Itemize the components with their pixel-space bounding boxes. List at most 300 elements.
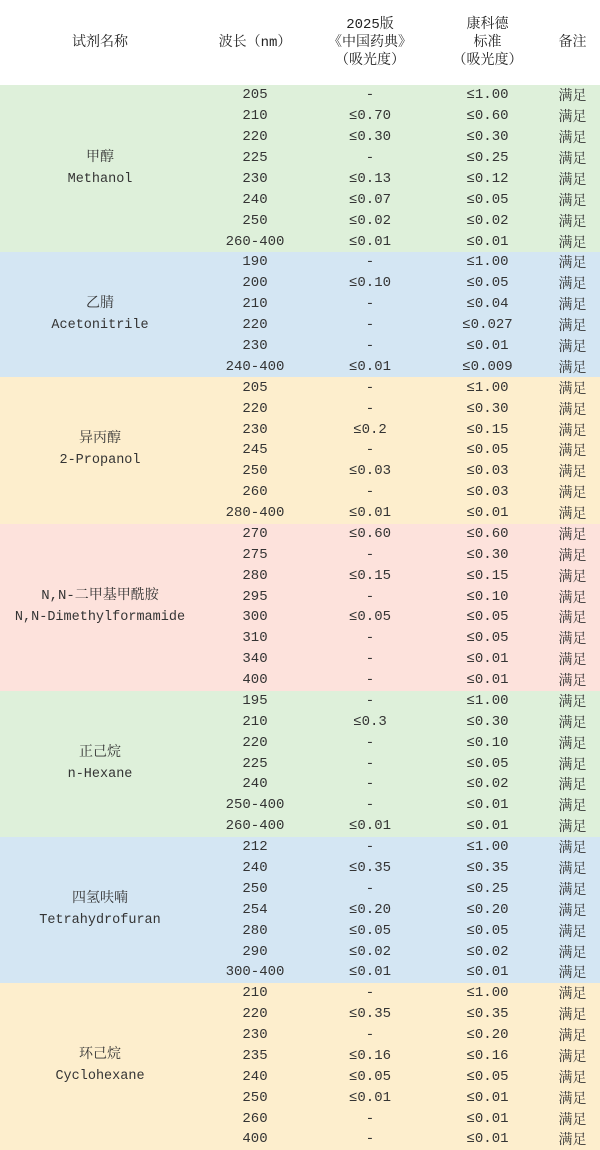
section-rows xyxy=(200,837,600,983)
wavelength-cell: 240 xyxy=(242,1068,268,1085)
section-rows xyxy=(200,983,600,1150)
concord-cell: ≤0.25 xyxy=(466,880,509,897)
concord-cell: ≤0.12 xyxy=(466,170,509,187)
header-cell-pharmacopoeia-line: 《中国药典》 xyxy=(328,34,412,51)
remark-cell: 满足 xyxy=(558,298,587,315)
wavelength-cell: 220 xyxy=(242,1006,268,1023)
table-row xyxy=(200,586,600,607)
table-row xyxy=(200,273,600,294)
table-row xyxy=(200,106,600,127)
table-row xyxy=(200,294,600,315)
remark-cell: 满足 xyxy=(558,674,587,691)
remark-cell: 满足 xyxy=(558,193,587,210)
wavelength-cell: 260 xyxy=(242,1110,268,1127)
remark-cell: 满足 xyxy=(558,214,587,231)
section-acetonitrile xyxy=(0,252,600,377)
wavelength-cell: 220 xyxy=(242,129,268,146)
reagent-name-cell xyxy=(0,691,200,837)
remark-cell: 满足 xyxy=(558,653,587,670)
section-n,n-dimethylformamide xyxy=(0,524,600,691)
pharmacopoeia-cell: - xyxy=(365,755,375,772)
concord-cell: ≤0.027 xyxy=(462,317,513,334)
concord-cell: ≤0.05 xyxy=(466,1068,509,1085)
wavelength-cell: 205 xyxy=(242,87,268,104)
concord-cell: ≤0.01 xyxy=(466,1131,509,1148)
wavelength-cell: 200 xyxy=(242,275,268,292)
concord-cell: ≤0.25 xyxy=(466,150,509,167)
remark-cell: 满足 xyxy=(558,402,587,419)
table-row xyxy=(200,1004,600,1025)
wavelength-cell: 260-400 xyxy=(225,233,285,250)
reagent-name-zh: 正己烷 xyxy=(79,744,121,761)
remark-cell: 满足 xyxy=(558,444,587,461)
pharmacopoeia-cell: - xyxy=(365,442,375,459)
pharmacopoeia-cell: ≤0.01 xyxy=(348,964,391,981)
table-row xyxy=(200,649,600,670)
pharmacopoeia-cell: ≤0.16 xyxy=(348,1047,391,1064)
reagent-name-zh: 异丙醇 xyxy=(79,431,121,448)
wavelength-cell: 220 xyxy=(242,734,268,751)
pharmacopoeia-cell: ≤0.35 xyxy=(348,1006,391,1023)
concord-cell: ≤1.00 xyxy=(466,985,509,1002)
wavelength-cell: 240 xyxy=(242,860,268,877)
remark-cell: 满足 xyxy=(558,778,587,795)
header-cell-concord-line: 康科德 xyxy=(466,16,509,33)
wavelength-cell: 260 xyxy=(242,484,268,501)
remark-cell: 满足 xyxy=(558,882,587,899)
pharmacopoeia-cell: ≤0.03 xyxy=(348,463,391,480)
header-cell-wavelength xyxy=(200,34,310,52)
wavelength-cell: 270 xyxy=(242,525,268,542)
reagent-name-en: n-Hexane xyxy=(67,766,133,782)
pharmacopoeia-cell: ≤0.35 xyxy=(348,860,391,877)
pharmacopoeia-cell: - xyxy=(365,1131,375,1148)
wavelength-cell: 210 xyxy=(242,296,268,313)
pharmacopoeia-cell: ≤0.01 xyxy=(348,505,391,522)
pharmacopoeia-cell: - xyxy=(365,296,375,313)
reagent-name-cell xyxy=(0,377,200,523)
concord-cell: ≤0.60 xyxy=(466,108,509,125)
wavelength-cell: 230 xyxy=(242,421,268,438)
remark-cell: 满足 xyxy=(558,945,587,962)
wavelength-cell: 190 xyxy=(242,254,268,271)
wavelength-cell: 300-400 xyxy=(225,964,285,981)
concord-cell: ≤0.20 xyxy=(466,1027,509,1044)
pharmacopoeia-cell: - xyxy=(365,692,375,709)
table-row xyxy=(200,983,600,1004)
concord-cell: ≤0.30 xyxy=(466,129,509,146)
remark-cell: 满足 xyxy=(558,360,587,377)
concord-cell: ≤0.10 xyxy=(466,734,509,751)
concord-cell: ≤0.30 xyxy=(466,713,509,730)
wavelength-cell: 245 xyxy=(242,442,268,459)
wavelength-cell: 205 xyxy=(242,379,268,396)
concord-cell: ≤0.05 xyxy=(466,755,509,772)
header-cell-remark-line: 备注 xyxy=(558,34,587,51)
remark-cell: 满足 xyxy=(558,235,587,252)
table-row xyxy=(200,837,600,858)
header-cell-reagent-name-line: 试剂名称 xyxy=(72,34,128,51)
wavelength-cell: 280 xyxy=(242,567,268,584)
concord-cell: ≤0.01 xyxy=(466,672,509,689)
remark-cell: 满足 xyxy=(558,611,587,628)
reagent-name-en: Tetrahydrofuran xyxy=(39,912,161,928)
section-tetrahydrofuran xyxy=(0,837,600,983)
table-row xyxy=(200,503,600,524)
remark-cell: 满足 xyxy=(558,172,587,189)
concord-cell: ≤1.00 xyxy=(466,839,509,856)
concord-cell: ≤0.01 xyxy=(466,964,509,981)
remark-cell: 满足 xyxy=(558,715,587,732)
pharmacopoeia-cell: - xyxy=(365,87,375,104)
remark-cell: 满足 xyxy=(558,736,587,753)
pharmacopoeia-cell: - xyxy=(365,797,375,814)
header-cell-concord-line: 标准 xyxy=(473,34,502,51)
table-row xyxy=(200,85,600,106)
wavelength-cell: 230 xyxy=(242,337,268,354)
pharmacopoeia-cell: ≤0.05 xyxy=(348,609,391,626)
wavelength-cell: 280-400 xyxy=(225,505,285,522)
pharmacopoeia-cell: - xyxy=(365,839,375,856)
remark-cell: 满足 xyxy=(558,924,587,941)
reagent-name-cell xyxy=(0,252,200,377)
concord-cell: ≤0.02 xyxy=(466,212,509,229)
pharmacopoeia-cell: ≤0.05 xyxy=(348,922,391,939)
wavelength-cell: 400 xyxy=(242,1131,268,1148)
remark-cell: 满足 xyxy=(558,799,587,816)
concord-cell: ≤0.05 xyxy=(466,191,509,208)
concord-cell: ≤0.05 xyxy=(466,630,509,647)
header-cell-pharmacopoeia-line: （吸光度） xyxy=(335,52,405,69)
remark-cell: 满足 xyxy=(558,110,587,127)
remark-cell: 满足 xyxy=(558,256,587,273)
wavelength-cell: 295 xyxy=(242,588,268,605)
section-n-hexane xyxy=(0,691,600,837)
remark-cell: 满足 xyxy=(558,548,587,565)
pharmacopoeia-cell: - xyxy=(365,379,375,396)
pharmacopoeia-cell: ≤0.20 xyxy=(348,901,391,918)
remark-cell: 满足 xyxy=(558,486,587,503)
concord-cell: ≤1.00 xyxy=(466,87,509,104)
concord-cell: ≤0.01 xyxy=(466,797,509,814)
concord-cell: ≤0.30 xyxy=(466,546,509,563)
wavelength-cell: 250 xyxy=(242,212,268,229)
wavelength-cell: 240-400 xyxy=(225,358,285,375)
remark-cell: 满足 xyxy=(558,277,587,294)
remark-cell: 满足 xyxy=(558,569,587,586)
pharmacopoeia-cell: - xyxy=(365,651,375,668)
wavelength-cell: 400 xyxy=(242,672,268,689)
table-row xyxy=(200,1087,600,1108)
remark-cell: 满足 xyxy=(558,590,587,607)
table-body xyxy=(0,85,600,1150)
table-row xyxy=(200,858,600,879)
table-row xyxy=(200,941,600,962)
pharmacopoeia-cell: ≤0.2 xyxy=(353,421,387,438)
table-row xyxy=(200,356,600,377)
reagent-name-en: Cyclohexane xyxy=(55,1069,145,1085)
wavelength-cell: 260-400 xyxy=(225,818,285,835)
remark-cell: 满足 xyxy=(558,862,587,879)
remark-cell: 满足 xyxy=(558,966,587,983)
remark-cell: 满足 xyxy=(558,381,587,398)
concord-cell: ≤0.15 xyxy=(466,421,509,438)
header-cell-concord xyxy=(430,16,545,70)
pharmacopoeia-cell: ≤0.10 xyxy=(348,275,391,292)
pharmacopoeia-cell: - xyxy=(365,1027,375,1044)
table-row xyxy=(200,878,600,899)
table-row xyxy=(200,691,600,712)
concord-cell: ≤0.60 xyxy=(466,525,509,542)
concord-cell: ≤0.05 xyxy=(466,442,509,459)
pharmacopoeia-cell: ≤0.05 xyxy=(348,1068,391,1085)
wavelength-cell: 254 xyxy=(242,901,268,918)
concord-cell: ≤1.00 xyxy=(466,692,509,709)
concord-cell: ≤0.05 xyxy=(466,609,509,626)
reagent-name-cell xyxy=(0,524,200,691)
remark-cell: 满足 xyxy=(558,1133,587,1150)
concord-cell: ≤0.16 xyxy=(466,1047,509,1064)
table-row xyxy=(200,628,600,649)
pharmacopoeia-cell: ≤0.01 xyxy=(348,358,391,375)
table-row xyxy=(200,377,600,398)
wavelength-cell: 225 xyxy=(242,150,268,167)
concord-cell: ≤0.03 xyxy=(466,463,509,480)
pharmacopoeia-cell: - xyxy=(365,985,375,1002)
concord-cell: ≤0.02 xyxy=(466,943,509,960)
reagent-name-zh: 甲醇 xyxy=(86,149,114,166)
reagent-name-cell xyxy=(0,983,200,1150)
pharmacopoeia-cell: - xyxy=(365,734,375,751)
reagent-name-zh: 乙腈 xyxy=(86,295,114,312)
table-row xyxy=(200,169,600,190)
remark-cell: 满足 xyxy=(558,820,587,837)
wavelength-cell: 275 xyxy=(242,546,268,563)
reagent-name-cell xyxy=(0,85,200,252)
pharmacopoeia-cell: ≤0.13 xyxy=(348,170,391,187)
remark-cell: 满足 xyxy=(558,1091,587,1108)
wavelength-cell: 195 xyxy=(242,692,268,709)
pharmacopoeia-cell: ≤0.70 xyxy=(348,108,391,125)
table-header xyxy=(0,0,600,85)
pharmacopoeia-cell: ≤0.07 xyxy=(348,191,391,208)
remark-cell: 满足 xyxy=(558,319,587,336)
table-row xyxy=(200,795,600,816)
remark-cell: 满足 xyxy=(558,1008,587,1025)
concord-cell: ≤0.02 xyxy=(466,776,509,793)
reagent-name-en: 2-Propanol xyxy=(59,453,141,469)
wavelength-cell: 220 xyxy=(242,317,268,334)
reagent-name-en: Acetonitrile xyxy=(51,317,149,333)
table-row xyxy=(200,962,600,983)
table-row xyxy=(200,231,600,252)
table-row xyxy=(200,753,600,774)
remark-cell: 满足 xyxy=(558,1112,587,1129)
pharmacopoeia-cell: ≤0.30 xyxy=(348,129,391,146)
reagent-name-en: N,N-Dimethylformamide xyxy=(14,610,186,626)
pharmacopoeia-cell: ≤0.02 xyxy=(348,943,391,960)
table-row xyxy=(200,252,600,273)
wavelength-cell: 340 xyxy=(242,651,268,668)
remark-cell: 满足 xyxy=(558,841,587,858)
reagent-name-zh: 环己烷 xyxy=(79,1047,121,1064)
reagent-name-cell xyxy=(0,837,200,983)
table-row xyxy=(200,1129,600,1150)
concord-cell: ≤0.01 xyxy=(466,505,509,522)
table-row xyxy=(200,1066,600,1087)
wavelength-cell: 240 xyxy=(242,776,268,793)
concord-cell: ≤0.05 xyxy=(466,275,509,292)
remark-cell: 满足 xyxy=(558,527,587,544)
table-row xyxy=(200,127,600,148)
remark-cell: 满足 xyxy=(558,694,587,711)
pharmacopoeia-cell: - xyxy=(365,1110,375,1127)
table-row xyxy=(200,565,600,586)
table-row xyxy=(200,920,600,941)
concord-cell: ≤0.15 xyxy=(466,567,509,584)
header-cell-pharmacopoeia xyxy=(310,16,430,70)
section-rows xyxy=(200,524,600,691)
pharmacopoeia-cell: - xyxy=(365,317,375,334)
header-cell-remark xyxy=(545,34,600,52)
concord-cell: ≤0.20 xyxy=(466,901,509,918)
remark-cell: 满足 xyxy=(558,423,587,440)
remark-cell: 满足 xyxy=(558,1049,587,1066)
section-rows xyxy=(200,691,600,837)
concord-cell: ≤0.01 xyxy=(466,1089,509,1106)
table-row xyxy=(200,1025,600,1046)
pharmacopoeia-cell: ≤0.60 xyxy=(348,525,391,542)
concord-cell: ≤0.35 xyxy=(466,860,509,877)
table-row xyxy=(200,1108,600,1129)
remark-cell: 满足 xyxy=(558,632,587,649)
wavelength-cell: 235 xyxy=(242,1047,268,1064)
wavelength-cell: 220 xyxy=(242,400,268,417)
table-row xyxy=(200,148,600,169)
table-row xyxy=(200,774,600,795)
concord-cell: ≤0.01 xyxy=(466,651,509,668)
table-row xyxy=(200,732,600,753)
pharmacopoeia-cell: - xyxy=(365,630,375,647)
section-rows xyxy=(200,252,600,377)
pharmacopoeia-cell: ≤0.01 xyxy=(348,818,391,835)
wavelength-cell: 290 xyxy=(242,943,268,960)
pharmacopoeia-cell: - xyxy=(365,150,375,167)
table-row xyxy=(200,607,600,628)
section-cyclohexane xyxy=(0,983,600,1150)
wavelength-cell: 210 xyxy=(242,713,268,730)
pharmacopoeia-cell: - xyxy=(365,337,375,354)
remark-cell: 满足 xyxy=(558,152,587,169)
concord-cell: ≤0.30 xyxy=(466,400,509,417)
table-row xyxy=(200,544,600,565)
table-row xyxy=(200,440,600,461)
remark-cell: 满足 xyxy=(558,1070,587,1087)
remark-cell: 满足 xyxy=(558,89,587,106)
pharmacopoeia-cell: - xyxy=(365,672,375,689)
reagent-name-zh: 四氢呋喃 xyxy=(72,890,128,907)
table-row xyxy=(200,899,600,920)
wavelength-cell: 210 xyxy=(242,108,268,125)
wavelength-cell: 250 xyxy=(242,463,268,480)
pharmacopoeia-cell: - xyxy=(365,484,375,501)
table-row xyxy=(200,1046,600,1067)
table-row xyxy=(200,482,600,503)
pharmacopoeia-cell: ≤0.01 xyxy=(348,233,391,250)
concord-cell: ≤0.35 xyxy=(466,1006,509,1023)
pharmacopoeia-cell: ≤0.01 xyxy=(348,1089,391,1106)
table-row xyxy=(200,816,600,837)
header-cell-concord-line: （吸光度） xyxy=(452,52,523,69)
concord-cell: ≤0.10 xyxy=(466,588,509,605)
section-methanol xyxy=(0,85,600,252)
wavelength-cell: 280 xyxy=(242,922,268,939)
section-2-propanol xyxy=(0,377,600,523)
table-row xyxy=(200,670,600,691)
pharmacopoeia-cell: ≤0.15 xyxy=(348,567,391,584)
wavelength-cell: 240 xyxy=(242,191,268,208)
pharmacopoeia-cell: - xyxy=(365,546,375,563)
pharmacopoeia-cell: - xyxy=(365,880,375,897)
wavelength-cell: 250 xyxy=(242,1089,268,1106)
pharmacopoeia-cell: ≤0.02 xyxy=(348,212,391,229)
table-row xyxy=(200,315,600,336)
wavelength-cell: 250-400 xyxy=(225,797,285,814)
remark-cell: 满足 xyxy=(558,757,587,774)
remark-cell: 满足 xyxy=(558,507,587,524)
concord-cell: ≤0.01 xyxy=(466,233,509,250)
pharmacopoeia-cell: - xyxy=(365,776,375,793)
wavelength-cell: 250 xyxy=(242,880,268,897)
pharmacopoeia-cell: - xyxy=(365,400,375,417)
table-row xyxy=(200,711,600,732)
remark-cell: 满足 xyxy=(558,987,587,1004)
table-row xyxy=(200,210,600,231)
table-row xyxy=(200,398,600,419)
concord-cell: ≤0.01 xyxy=(466,1110,509,1127)
wavelength-cell: 230 xyxy=(242,170,268,187)
wavelength-cell: 212 xyxy=(242,839,268,856)
wavelength-cell: 230 xyxy=(242,1027,268,1044)
concord-cell: ≤0.05 xyxy=(466,922,509,939)
section-rows xyxy=(200,85,600,252)
table-row xyxy=(200,336,600,357)
table-row xyxy=(200,419,600,440)
pharmacopoeia-cell: - xyxy=(365,588,375,605)
header-cell-reagent-name xyxy=(0,34,200,52)
concord-cell: ≤0.009 xyxy=(462,358,513,375)
wavelength-cell: 210 xyxy=(242,985,268,1002)
remark-cell: 满足 xyxy=(558,1029,587,1046)
remark-cell: 满足 xyxy=(558,903,587,920)
concord-cell: ≤1.00 xyxy=(466,254,509,271)
concord-cell: ≤0.01 xyxy=(466,337,509,354)
header-cell-wavelength-line: 波长（nm） xyxy=(218,34,292,51)
table-row xyxy=(200,189,600,210)
concord-cell: ≤0.03 xyxy=(466,484,509,501)
header-cell-pharmacopoeia-line: 2025版 xyxy=(346,16,394,33)
concord-cell: ≤1.00 xyxy=(466,379,509,396)
remark-cell: 满足 xyxy=(558,339,587,356)
reagent-name-en: Methanol xyxy=(67,171,133,187)
reagent-name-zh: N,N-二甲基甲酰胺 xyxy=(41,588,159,605)
section-rows xyxy=(200,377,600,523)
table-row xyxy=(200,461,600,482)
wavelength-cell: 310 xyxy=(242,630,268,647)
concord-cell: ≤0.04 xyxy=(466,296,509,313)
concord-cell: ≤0.01 xyxy=(466,818,509,835)
pharmacopoeia-cell: - xyxy=(365,254,375,271)
